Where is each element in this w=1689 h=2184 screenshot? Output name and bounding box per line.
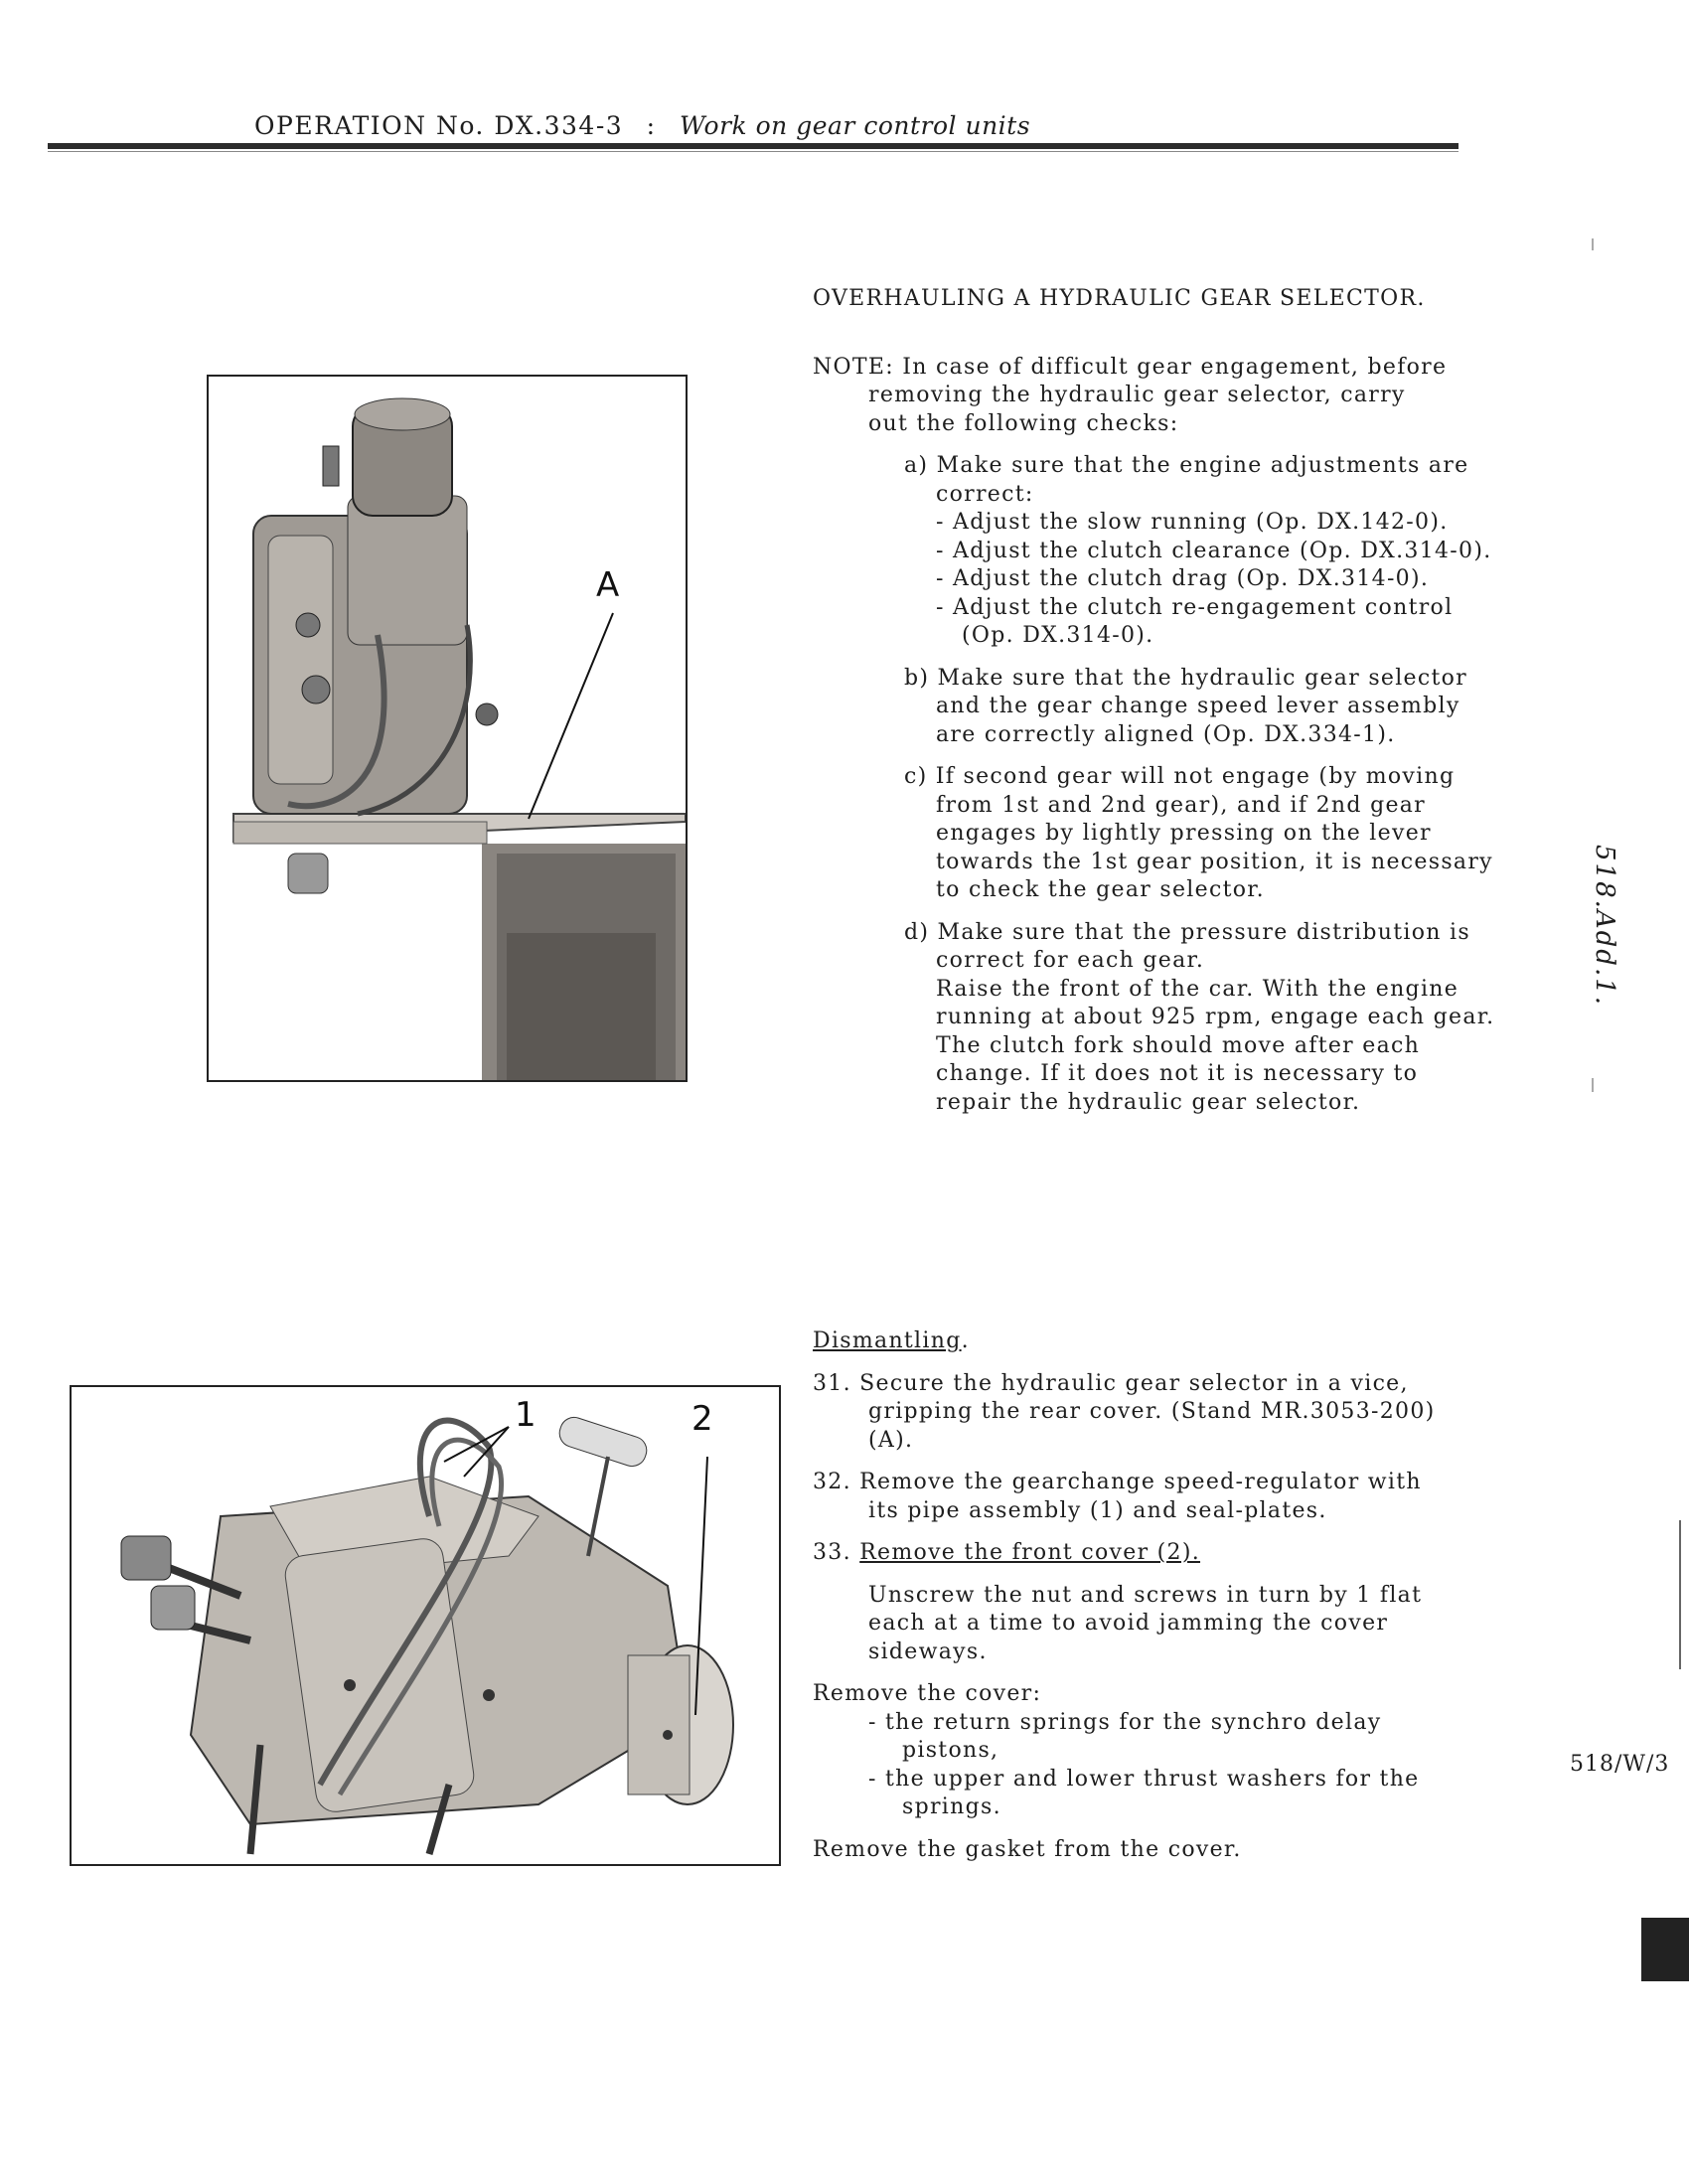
side-reference: 518.Add.1. xyxy=(1590,845,1619,1008)
check-d-line: Raise the front of the car. With the engine xyxy=(936,976,1459,1002)
remove-item: pistons, xyxy=(902,1738,999,1763)
step-33-detail: Unscrew the nut and screws in turn by 1 flat xyxy=(868,1582,1423,1608)
step-31-line: (A). xyxy=(868,1427,914,1453)
check-a-line: a) Make sure that the engine adjustments are xyxy=(904,453,1469,478)
check-d-line: change. If it does not it is necessary to xyxy=(936,1061,1419,1086)
section-overhauling xyxy=(813,285,1494,1117)
figure-gear-selector-dismantled xyxy=(70,1385,781,1866)
remove-cover: Remove the cover: xyxy=(813,1681,1042,1706)
figure-label-1: 1 xyxy=(515,1395,537,1435)
section-title: Dismantling xyxy=(813,1328,962,1353)
operation-number: OPERATION No. DX.334-3 xyxy=(254,111,624,140)
remove-item: springs. xyxy=(902,1794,1001,1819)
check-c-line: towards the 1st gear position, it is necessary xyxy=(936,849,1493,874)
remove-item: - the upper and lower thrust washers for the xyxy=(868,1766,1420,1792)
step-33-detail: each at a time to avoid jamming the cover xyxy=(868,1611,1389,1636)
page-edge-line xyxy=(1679,1520,1681,1669)
check-c-line: engages by lightly pressing on the lever xyxy=(936,821,1432,846)
step-31-line: gripping the rear cover. (Stand MR.3053-200) xyxy=(868,1399,1436,1424)
note-line: out the following checks: xyxy=(868,410,1179,436)
check-b-line: are correctly aligned (Op. DX.334-1). xyxy=(936,721,1396,747)
gear-selector-dismantled-photo xyxy=(72,1387,779,1864)
step-33-detail: sideways. xyxy=(868,1638,988,1664)
gear-selector-mounted-photo xyxy=(209,377,686,1080)
check-a-item: - Adjust the slow running (Op. DX.142-0). xyxy=(936,510,1449,535)
check-b-line: and the gear change speed lever assembly xyxy=(936,694,1460,718)
step-33-number: 33. xyxy=(813,1540,851,1565)
figure-label-2: 2 xyxy=(691,1399,713,1439)
remove-gasket: Remove the gasket from the cover. xyxy=(813,1836,1242,1862)
header-subtitle: Work on gear control units xyxy=(680,111,1031,140)
page-header xyxy=(254,111,1447,140)
remove-item: - the return springs for the synchro delay xyxy=(868,1709,1382,1735)
figure-label-a: A xyxy=(596,565,620,605)
step-31-line: 31. Secure the hydraulic gear selector in a vice, xyxy=(813,1370,1409,1396)
check-b-line: b) Make sure that the hydraulic gear selector xyxy=(904,665,1468,691)
check-a-item-cont: (Op. DX.314-0). xyxy=(962,623,1154,648)
check-a-line: correct: xyxy=(936,481,1034,507)
step-32-line: its pipe assembly (1) and seal-plates. xyxy=(868,1497,1327,1523)
section-title: OVERHAULING A HYDRAULIC GEAR SELECTOR. xyxy=(813,286,1426,311)
note-line: removing the hydraulic gear selector, carry xyxy=(868,383,1406,407)
margin-mark xyxy=(1592,238,1594,250)
check-d-line: d) Make sure that the pressure distribution is xyxy=(904,919,1470,945)
section-dismantling: Dismantling. 31. Secure the hydraulic gear selector in a vice, gripping the rear cover. (Stand MR.3053-200) (A). 32. Remove the gearchange speed-regulator with its pipe assembly (1) and seal-plates. 33. Remove the front cover (2). Unscrew the nut and screws in turn by 1 flat each at a time to avoid jamming the cover sideways. Remove the cover: - the return springs for the synchro delay pistons, - the upper and lower thrust washers for the springs. Remove the gasket from the cover. xyxy=(813,1327,1436,1864)
step-32-line: 32. Remove the gearchange speed-regulator with xyxy=(813,1470,1422,1494)
check-c-line: to check the gear selector. xyxy=(936,877,1265,902)
check-c-line: c) If second gear will not engage (by moving xyxy=(904,764,1456,789)
header-rule-thin xyxy=(48,151,1459,152)
figure-gear-selector-mounted xyxy=(207,375,688,1082)
check-d-line: The clutch fork should move after each xyxy=(936,1032,1421,1058)
header-separator: : xyxy=(646,111,657,140)
header-rule xyxy=(48,143,1459,149)
check-c-line: from 1st and 2nd gear), and if 2nd gear xyxy=(936,792,1426,818)
check-a-item: - Adjust the clutch clearance (Op. DX.314-0). xyxy=(936,538,1492,563)
side-code: 518/W/3 xyxy=(1570,1752,1670,1777)
note-line: NOTE: In case of difficult gear engagement, before xyxy=(813,354,1448,380)
check-d-line: correct for each gear. xyxy=(936,948,1205,973)
check-d-line: running at about 925 rpm, engage each gear. xyxy=(936,1005,1495,1029)
step-33-title: Remove the front cover (2). xyxy=(859,1540,1201,1565)
check-a-item: - Adjust the clutch re-engagement control xyxy=(936,594,1454,620)
check-d-line: repair the hydraulic gear selector. xyxy=(936,1089,1361,1115)
page-edge-tab xyxy=(1641,1918,1689,1981)
check-a-item: - Adjust the clutch drag (Op. DX.314-0). xyxy=(936,566,1430,591)
margin-mark xyxy=(1592,1078,1594,1092)
